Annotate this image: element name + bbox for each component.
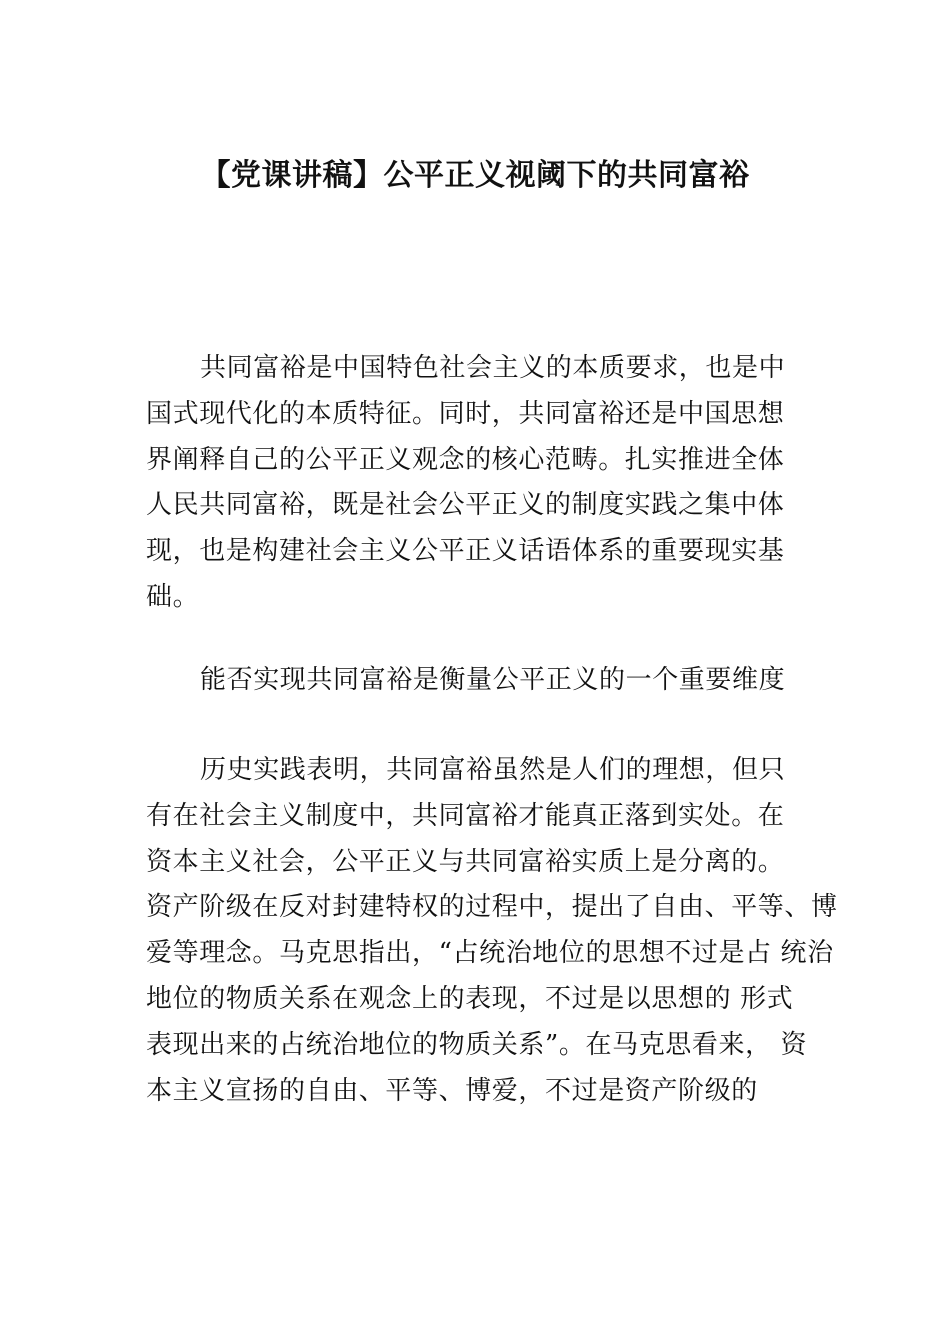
- subheading-text: 能否实现共同富裕是衡量公平正义的一个重要维度: [200, 665, 786, 695]
- paragraph-line: 界阐释自己的公平正义观念的核心范畴。扎实推进全体: [146, 444, 785, 475]
- paragraph-line: 本主义宣扬的自由、平等、博爱，不过是资产阶级的: [146, 1075, 758, 1106]
- paragraph-line: 有在社会主义制度中，共同富裕才能真正落到实处。在: [146, 800, 785, 831]
- paragraph-history: [146, 748, 846, 1114]
- paragraph-line: 国式现代化的本质特征。同时，共同富裕还是中国思想: [146, 398, 785, 429]
- document-title: 【党课讲稿】公平正义视阈下的共同富裕: [200, 158, 750, 193]
- paragraph-line: 共同富裕是中国特色社会主义的本质要求，也是中: [200, 353, 786, 383]
- paragraph-line: 资本主义社会，公平正义与共同富裕实质上是分离的。: [146, 846, 785, 877]
- paragraph-line: 础。: [146, 581, 200, 612]
- paragraph-line: 表现出来的占统治地位的物质关系”。在马克思看来， 资: [146, 1029, 808, 1060]
- paragraph-line: 资产阶级在反对封建特权的过程中，提出了自由、平等、博: [146, 892, 838, 923]
- paragraph-line: 爱等理念。马克思指出，“占统治地位的思想不过是占 统治: [146, 938, 834, 969]
- section-subheading: [146, 658, 846, 704]
- paragraph-line: 现，也是构建社会主义公平正义话语体系的重要现实基: [146, 536, 785, 567]
- paragraph-line: 人民共同富裕，既是社会公平正义的制度实践之集中体: [146, 490, 785, 521]
- paragraph-line: 地位的物质关系在观念上的表现，不过是以思想的 形式: [146, 983, 794, 1014]
- paragraph-line: 历史实践表明，共同富裕虽然是人们的理想，但只: [200, 755, 786, 785]
- paragraph-intro: [146, 346, 846, 621]
